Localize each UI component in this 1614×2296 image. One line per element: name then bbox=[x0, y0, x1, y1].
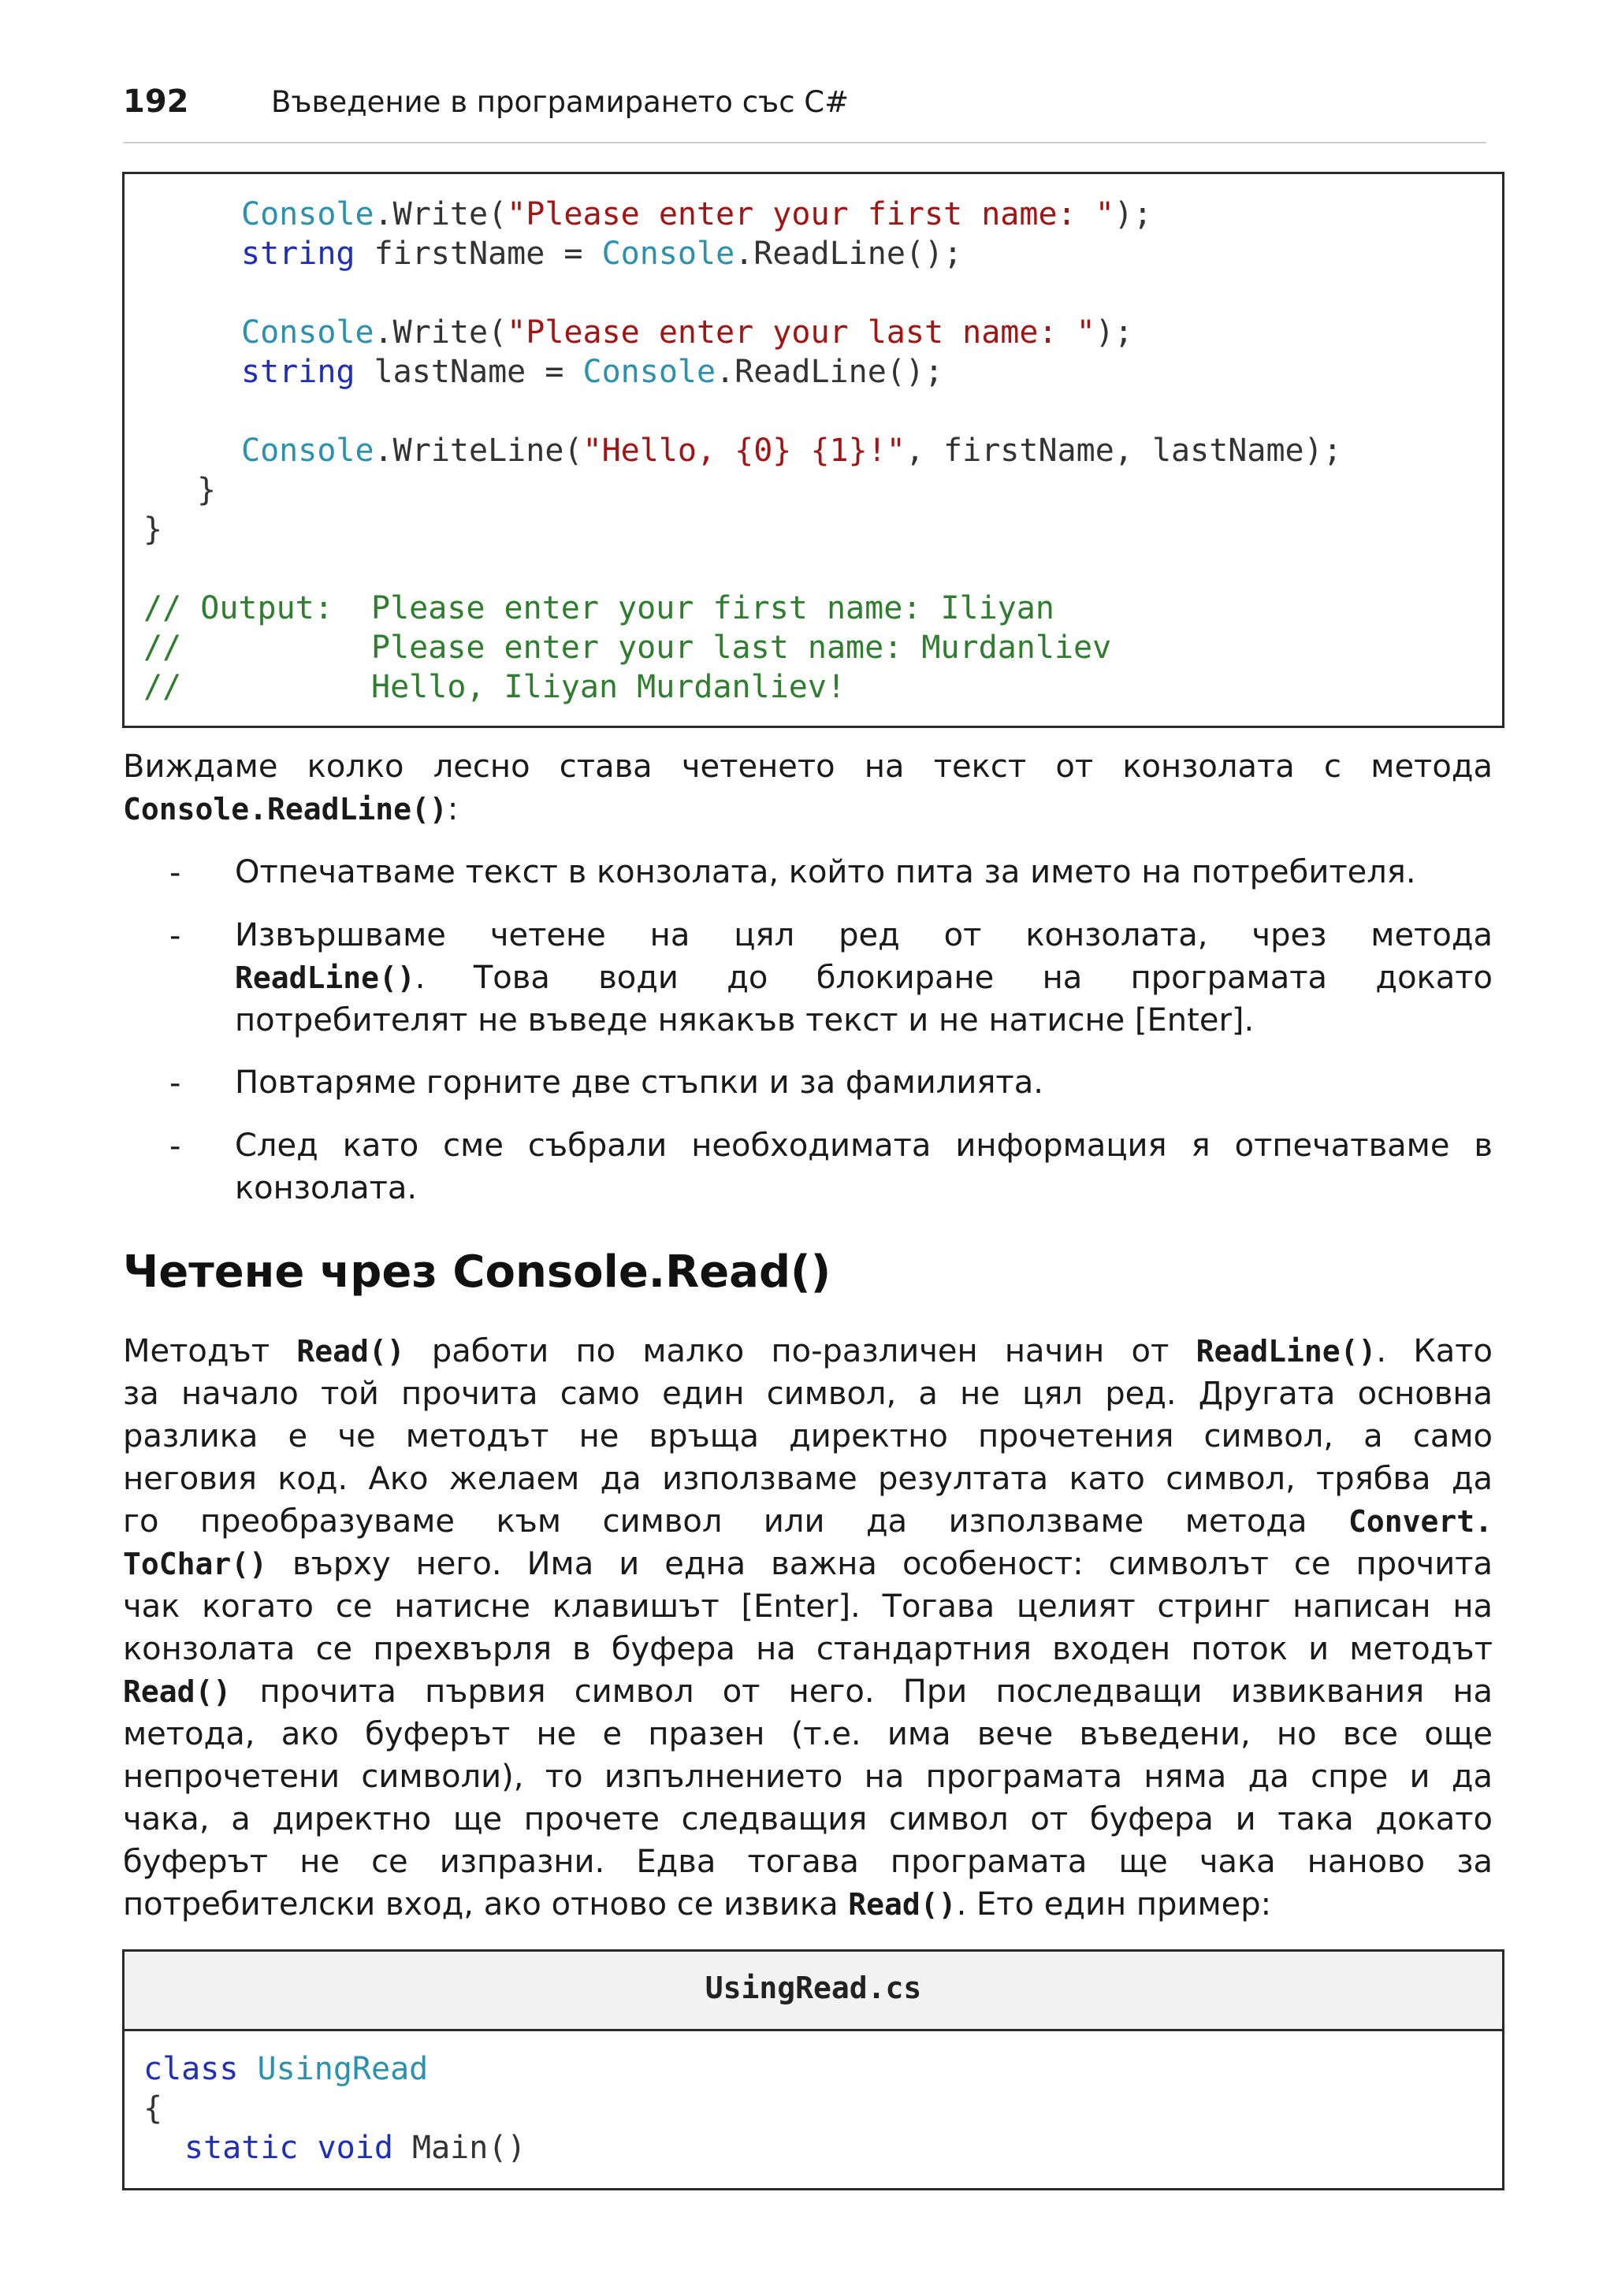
output-comment: // Please enter your last name: Murdanliev bbox=[143, 630, 1112, 666]
code-line: Console.Write("Please enter your first name: "); bbox=[241, 196, 1152, 232]
closing-brace: } bbox=[197, 472, 217, 508]
output-comment: // Hello, Iliyan Murdanliev! bbox=[143, 669, 846, 705]
section-heading: Четене чрез Console.Read() bbox=[123, 1246, 831, 1298]
code-block-usingread bbox=[122, 1949, 1504, 2190]
inline-code: ToChar() bbox=[123, 1547, 268, 1581]
page-header bbox=[123, 79, 1486, 143]
paragraph-read-method: Методът Read() работи по малко по-различен начин от ReadLine(). Като за начало той прочита само един символ, а не цял ред. Другата основна разлика е че методът не връща директно прочетения символ, а само неговия код. Ако желаем да използваме резултата като символ, трябва да го преобразуваме към символ или да използваме метода Convert. ToChar() върху него. Има и една важна особеност: символът се прочита чак когато се натисне клавишът [Enter]. Тогава целият стринг написан на конзолата се прехвърля в буфера на стандартния входен поток и методът Read() прочита първия символ от него. При последващи извиквания на метода, ако буферът не е празен (т.е. има вече въведени, но все още непрочетени символи), то изпълнението на програмата няма да спре и да чака, а директно ще прочете следващия символ от буфера и така докато буферът не се изпразни. Едва тогава програмата ще чака наново за потребителски вход, ако отново се извика Read(). Ето един пример: bbox=[123, 1333, 1493, 1923]
closing-brace: } bbox=[143, 511, 163, 548]
bullet-item-1: Отпечатваме текст в конзолата, който пита за името на потребителя. bbox=[235, 854, 1416, 890]
inline-code: Read() bbox=[848, 1887, 957, 1922]
paragraph-readline-intro bbox=[123, 745, 1493, 830]
code-line: Console.Write("Please enter your last name: "); bbox=[241, 314, 1133, 351]
code-block-console-readline bbox=[122, 172, 1504, 728]
page-number: 192 bbox=[123, 84, 189, 120]
bullet-dash: - bbox=[169, 855, 181, 891]
inline-code: Convert. bbox=[1348, 1504, 1493, 1539]
bullet-item-2: Извършваме четене на цял ред от конзолата, чрез метода ReadLine(). Това води до блокиране на програмата докато потребителят не въведе някакъв текст и не натисне [Enter]. bbox=[235, 917, 1493, 1038]
bullet-dash: - bbox=[169, 1065, 181, 1102]
inline-code: ReadLine() bbox=[235, 960, 415, 995]
running-title: Въведение в програмирането със C# bbox=[271, 85, 850, 119]
code-line: { bbox=[143, 2090, 163, 2127]
inline-code: Read() bbox=[123, 1674, 232, 1709]
code-file-name: UsingRead.cs bbox=[705, 1971, 922, 2005]
code-file-header bbox=[125, 1952, 1502, 2031]
inline-code: Console.ReadLine() bbox=[123, 792, 448, 827]
bullet-item-3: Повтаряме горните две стъпки и за фамилията. bbox=[235, 1064, 1043, 1101]
inline-code: Read() bbox=[296, 1334, 405, 1369]
para-line: Console.ReadLine(): bbox=[123, 791, 459, 827]
code-line: Console.WriteLine("Hello, {0} {1}!", firstName, lastName); bbox=[241, 433, 1342, 469]
bullet-dash: - bbox=[169, 918, 181, 954]
para-line: Виждаме колко лесно става четенето на текст от конзолата с метода bbox=[123, 749, 1493, 785]
code-line: string firstName = Console.ReadLine(); bbox=[241, 236, 963, 272]
code-line: string lastName = Console.ReadLine(); bbox=[241, 354, 944, 390]
inline-code: ReadLine() bbox=[1196, 1334, 1377, 1369]
bullet-dash: - bbox=[169, 1128, 181, 1165]
code-line: static void Main() bbox=[184, 2130, 526, 2166]
bullet-item-4: След като сме събрали необходимата информация я отпечатваме в конзолата. bbox=[235, 1128, 1493, 1206]
output-comment: // Output: Please enter your first name: Iliyan bbox=[143, 590, 1054, 626]
code-line: class UsingRead bbox=[143, 2051, 429, 2087]
